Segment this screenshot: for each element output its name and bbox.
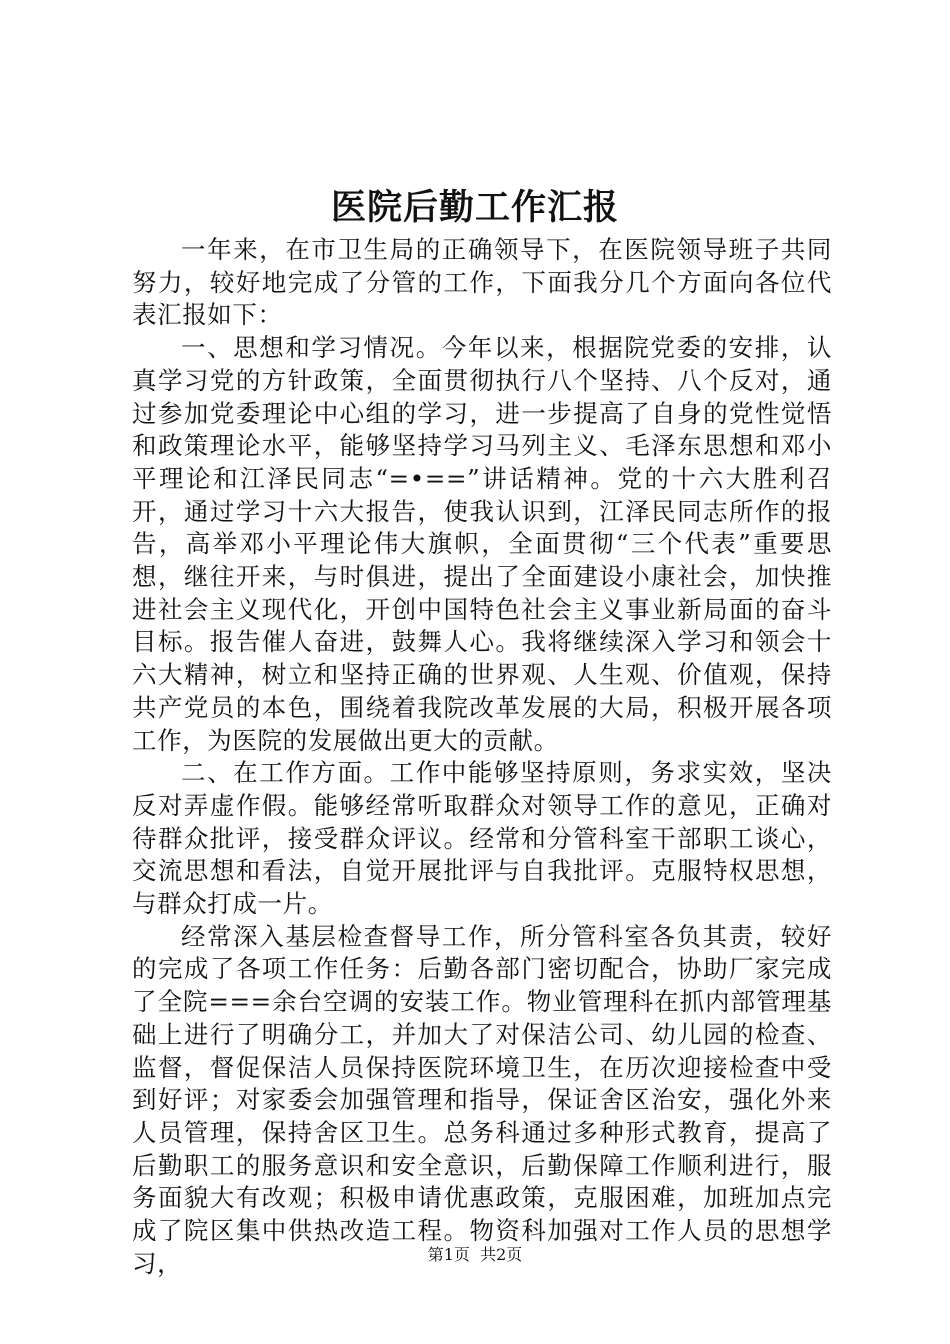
page-number: 第1页 共2页 — [427, 1245, 523, 1264]
paragraph-thought-and-study: 一、思想和学习情况。今年以来，根据院党委的安排，认真学习党的方针政策，全面贯彻执行八个坚持、八个反对，通过参加党委理论中心组的学习，进一步提高了自身的党性觉悟和政策理论水平，能够坚持学习马列主义、毛泽东思想和邓小平理论和江泽民同志“=•==”讲话精神。党的十六大胜利召开，通过学习十六大报告，使我认识到，江泽民同志所作的报告，高举邓小平理论伟大旗帜，全面贯彻“三个代表”重要思想，继往开来，与时俱进，提出了全面建设小康社会，加快推进社会主义现代化，开创中国特色社会主义事业新局面的奋斗目标。报告催人奋进，鼓舞人心。我将继续深入学习和领会十六大精神，树立和坚持正确的世界观、人生观、价值观，保持共产党员的本色，围绕着我院改革发展的大局，积极开展各项工作，为医院的发展做出更大的贡献。 — [132, 333, 832, 755]
paragraph-inspection: 经常深入基层检查督导工作，所分管科室各负其责，较好的完成了各项工作任务：后勤各部门密切配合，协助厂家完成了全院===余台空调的安装工作。物业管理科在抓内部管理基础上进行了明确分工，并加大了对保洁公司、幼儿园的检查、监督，督促保洁人员保持医院环境卫生，在历次迎接检查中受到好评；对家委会加强管理和指导，保证舍区治安，强化外来人员管理，保持舍区卫生。总务科通过多种形式教育，提高了后勤职工的服务意识和安全意识，后勤保障工作顺利进行，服务面貌大有改观；积极申请优惠政策，克服困难，加班加点完成了院区集中供热改造工程。物资科加强对工作人员的思想学习， — [132, 921, 832, 1278]
paragraph-intro: 一年来，在市卫生局的正确领导下，在医院领导班子共同努力，较好地完成了分管的工作，下面我分几个方面向各位代表汇报如下： — [132, 235, 832, 330]
document-title: 医院后勤工作汇报 — [330, 187, 619, 228]
page-footer — [0, 1243, 950, 1267]
document-body — [132, 234, 832, 1281]
paragraph-work: 二、在工作方面。工作中能够坚持原则，务求实效，坚决反对弄虚作假。能够经常听取群众对领导工作的意见，正确对待群众批评，接受群众评议。经常和分管科室干部职工谈心，交流思想和看法，自觉开展批评与自我批评。克服特权思想，与群众打成一片。 — [132, 758, 832, 919]
